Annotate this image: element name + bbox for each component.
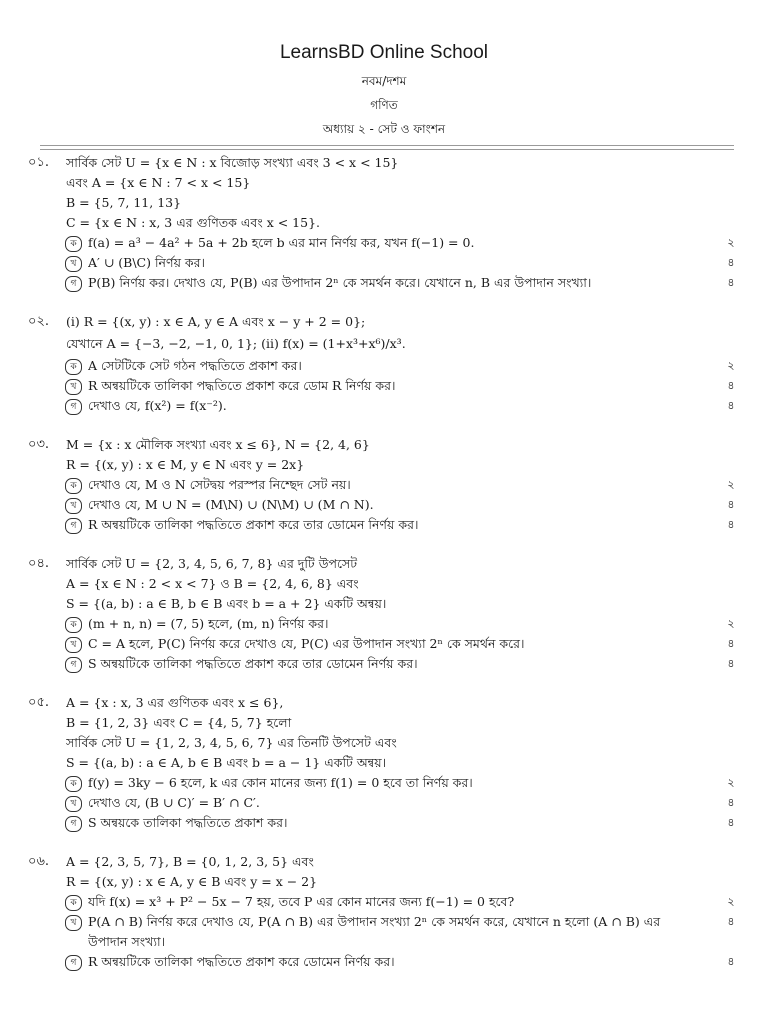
- part-text: S অন্বয়কে তালিকা পদ্ধতিতে প্রকাশ কর।: [88, 815, 288, 830]
- stem-text: B = {5, 7, 11, 13}: [66, 195, 182, 210]
- part-marks: ৪: [727, 637, 735, 650]
- part-label-badge: খ: [65, 379, 82, 395]
- stem-text: A = {x ∈ N : 2 < x < 7} ও B = {2, 4, 6, 8} এবং: [66, 576, 359, 591]
- question-4: [0, 554, 768, 674]
- question-part: [0, 634, 768, 654]
- part-label-badge: ক: [65, 776, 82, 792]
- part-label-badge: গ: [65, 657, 82, 673]
- part-marks: ৪: [727, 915, 735, 928]
- question-number: ০৫.: [28, 695, 50, 710]
- question-part: [0, 813, 768, 833]
- question-part: [0, 952, 768, 972]
- question-5: [0, 693, 768, 833]
- part-marks: ২: [727, 359, 735, 372]
- part-marks: ৪: [727, 498, 735, 511]
- question-part: [0, 376, 768, 396]
- question-stem-line: [0, 153, 768, 173]
- question-part: [0, 515, 768, 535]
- question-3: [0, 435, 768, 535]
- part-label-badge: ক: [65, 359, 82, 375]
- part-text: C = A হলে, P(C) নির্ণয় করে দেখাও যে, P(C) এর উপাদান সংখ্যা 2ⁿ কে সমর্থন করে।: [88, 636, 525, 651]
- part-label-badge: ক: [65, 236, 82, 252]
- question-spacer: [0, 674, 768, 693]
- part-text: f(y) = 3ky − 6 হলে, k এর কোন মানের জন্য f(1) = 0 হবে তা নির্ণয় কর।: [88, 775, 473, 790]
- question-part-continuation: [0, 932, 768, 952]
- part-marks: ২: [727, 236, 735, 249]
- part-text: A সেটটিকে সেট গঠন পদ্ধতিতে প্রকাশ কর।: [88, 358, 302, 373]
- part-text: R অন্বয়টিকে তালিকা পদ্ধতিতে প্রকাশ করে ডোমেন নির্ণয় কর।: [88, 954, 395, 969]
- part-label-badge: ক: [65, 617, 82, 633]
- part-text: R অন্বয়টিকে তালিকা পদ্ধতিতে প্রকাশ করে তার ডোমেন নির্ণয় কর।: [88, 517, 419, 532]
- question-stem-line: [0, 312, 768, 332]
- question-part: [0, 793, 768, 813]
- question-stem-line: [0, 713, 768, 733]
- question-stem-line: [0, 693, 768, 713]
- part-marks: ২: [727, 895, 735, 908]
- part-text: দেখাও যে, (B ∪ C)′ = B′ ∩ C′.: [88, 795, 260, 810]
- part-text: দেখাও যে, M ও N সেটদ্বয় পরস্পর নিশ্ছেদ সেট নয়।: [88, 477, 351, 492]
- part-label-badge: খ: [65, 256, 82, 272]
- stem-text: B = {1, 2, 3} এবং C = {4, 5, 7} হলো: [66, 715, 292, 730]
- question-number: ০১.: [28, 155, 50, 170]
- question-stem-line: [0, 554, 768, 574]
- question-stem-line: [0, 872, 768, 892]
- part-text: (m + n, n) = (7, 5) হলে, (m, n) নির্ণয় কর।: [88, 616, 329, 631]
- stem-text: এবং A = {x ∈ N : 7 < x < 15}: [66, 175, 251, 190]
- part-text: R অন্বয়টিকে তালিকা পদ্ধতিতে প্রকাশ করে ডোম R নির্ণয় কর।: [88, 378, 396, 393]
- subject-name: গণিত: [370, 98, 398, 112]
- part-marks: ২: [727, 478, 735, 491]
- stem-text: S = {(a, b) : a ∈ B, b ∈ B এবং b = a + 2} একটি অন্বয়।: [66, 596, 387, 611]
- question-spacer: [0, 535, 768, 554]
- part-label-badge: গ: [65, 276, 82, 292]
- stem-text: R = {(x, y) : x ∈ A, y ∈ B এবং y = x − 2}: [66, 874, 318, 889]
- part-text: S অন্বয়টিকে তালিকা পদ্ধতিতে প্রকাশ করে তার ডোমেন নির্ণয় কর।: [88, 656, 418, 671]
- question-part: [0, 356, 768, 376]
- question-1: [0, 153, 768, 293]
- part-marks: ২: [727, 617, 735, 630]
- question-stem-line: [0, 852, 768, 872]
- school-name: LearnsBD Online School: [279, 42, 489, 63]
- question-number: ০৪.: [28, 556, 50, 571]
- question-part: [0, 273, 768, 293]
- class-name: নবম/দশম: [361, 74, 407, 88]
- part-text: দেখাও যে, M ∪ N = (M\N) ∪ (N\M) ∪ (M ∩ N).: [88, 497, 374, 512]
- stem-text: সার্বিক সেট U = {x ∈ N : x বিজোড় সংখ্যা এবং 3 < x < 15}: [66, 155, 399, 170]
- part-label-badge: গ: [65, 399, 82, 415]
- question-list: [0, 153, 768, 972]
- question-2: [0, 312, 768, 416]
- part-text: উপাদান সংখ্যা।: [88, 934, 166, 949]
- part-label-badge: খ: [65, 498, 82, 514]
- stem-text: M = {x : x মৌলিক সংখ্যা এবং x ≤ 6}, N = {2, 4, 6}: [66, 437, 370, 452]
- question-part: [0, 773, 768, 793]
- part-marks: ৪: [727, 796, 735, 809]
- question-part: [0, 892, 768, 912]
- question-stem-line: [0, 332, 768, 356]
- question-spacer: [0, 293, 768, 312]
- stem-text: R = {(x, y) : x ∈ M, y ∈ N এবং y = 2x}: [66, 457, 305, 472]
- stem-text: সার্বিক সেট U = {1, 2, 3, 4, 5, 6, 7} এর তিনটি উপসেট এবং: [66, 735, 397, 750]
- question-number: ০৩.: [28, 437, 50, 452]
- question-stem-line: [0, 455, 768, 475]
- question-stem-line: [0, 753, 768, 773]
- part-label-badge: খ: [65, 796, 82, 812]
- part-text: যদি f(x) = x³ + P² − 5x − 7 হয়, তবে P এর কোন মানের জন্য f(−1) = 0 হবে?: [88, 894, 515, 909]
- question-part: [0, 253, 768, 273]
- header-divider-top: [40, 145, 734, 146]
- part-label-badge: ক: [65, 478, 82, 494]
- part-label-badge: খ: [65, 915, 82, 931]
- stem-text: যেখানে A = {−3, −2, −1, 0, 1}; (ii) f(x) = (1+x³+x⁶)/x³.: [66, 336, 406, 351]
- part-text: f(a) = a³ − 4a² + 5a + 2b হলে b এর মান নির্ণয় কর, যখন f(−1) = 0.: [88, 235, 475, 250]
- part-marks: ৪: [727, 276, 735, 289]
- part-text: P(B) নির্ণয় কর। দেখাও যে, P(B) এর উপাদান 2ⁿ কে সমর্থন করে। যেখানে n, B এর উপাদান সংখ্যা।: [88, 275, 592, 290]
- part-marks: ৪: [727, 256, 735, 269]
- question-stem-line: [0, 574, 768, 594]
- question-number: ০৬.: [28, 854, 50, 869]
- part-text: দেখাও যে, f(x²) = f(x⁻²).: [88, 398, 227, 413]
- question-stem-line: [0, 193, 768, 213]
- question-spacer: [0, 833, 768, 852]
- question-stem-line: [0, 733, 768, 753]
- question-stem-line: [0, 594, 768, 614]
- page-header: [0, 0, 768, 137]
- question-part: [0, 475, 768, 495]
- question-6: [0, 852, 768, 972]
- stem-text: S = {(a, b) : a ∈ A, b ∈ B এবং b = a − 1} একটি অন্বয়।: [66, 755, 387, 770]
- stem-text: C = {x ∈ N : x, 3 এর গুণিতক এবং x < 15}.: [66, 215, 321, 230]
- part-marks: ৪: [727, 399, 735, 412]
- question-number: ০২.: [28, 314, 50, 329]
- part-label-badge: গ: [65, 518, 82, 534]
- question-part: [0, 614, 768, 634]
- part-marks: ৪: [727, 379, 735, 392]
- question-part: [0, 495, 768, 515]
- part-text: A′ ∪ (B\C) নির্ণয় কর।: [88, 255, 205, 270]
- part-text: P(A ∩ B) নির্ণয় করে দেখাও যে, P(A ∩ B) এর উপাদান সংখ্যা 2ⁿ কে সমর্থন করে, যেখানে n হলো (A ∩ B) এর: [88, 914, 661, 929]
- stem-text: A = {x : x, 3 এর গুণিতক এবং x ≤ 6},: [66, 695, 284, 710]
- question-part: [0, 233, 768, 253]
- chapter-title: অধ্যায় ২ - সেট ও ফাংশন: [322, 122, 446, 136]
- part-label-badge: খ: [65, 637, 82, 653]
- part-marks: ৪: [727, 657, 735, 670]
- header-divider-bottom: [40, 149, 734, 150]
- question-part: [0, 396, 768, 416]
- part-label-badge: গ: [65, 955, 82, 971]
- stem-text: সার্বিক সেট U = {2, 3, 4, 5, 6, 7, 8} এর দুটি উপসেট: [66, 556, 358, 571]
- question-part: [0, 654, 768, 674]
- part-marks: ৪: [727, 816, 735, 829]
- part-marks: ২: [727, 776, 735, 789]
- part-marks: ৪: [727, 955, 735, 968]
- part-label-badge: ক: [65, 895, 82, 911]
- question-stem-line: [0, 213, 768, 233]
- question-part: [0, 912, 768, 932]
- stem-text: (i) R = {(x, y) : x ∈ A, y ∈ A এবং x − y + 2 = 0};: [66, 314, 366, 329]
- stem-text: A = {2, 3, 5, 7}, B = {0, 1, 2, 3, 5} এবং: [66, 854, 314, 869]
- part-label-badge: গ: [65, 816, 82, 832]
- question-stem-line: [0, 173, 768, 193]
- question-spacer: [0, 416, 768, 435]
- question-stem-line: [0, 435, 768, 455]
- part-marks: ৪: [727, 518, 735, 531]
